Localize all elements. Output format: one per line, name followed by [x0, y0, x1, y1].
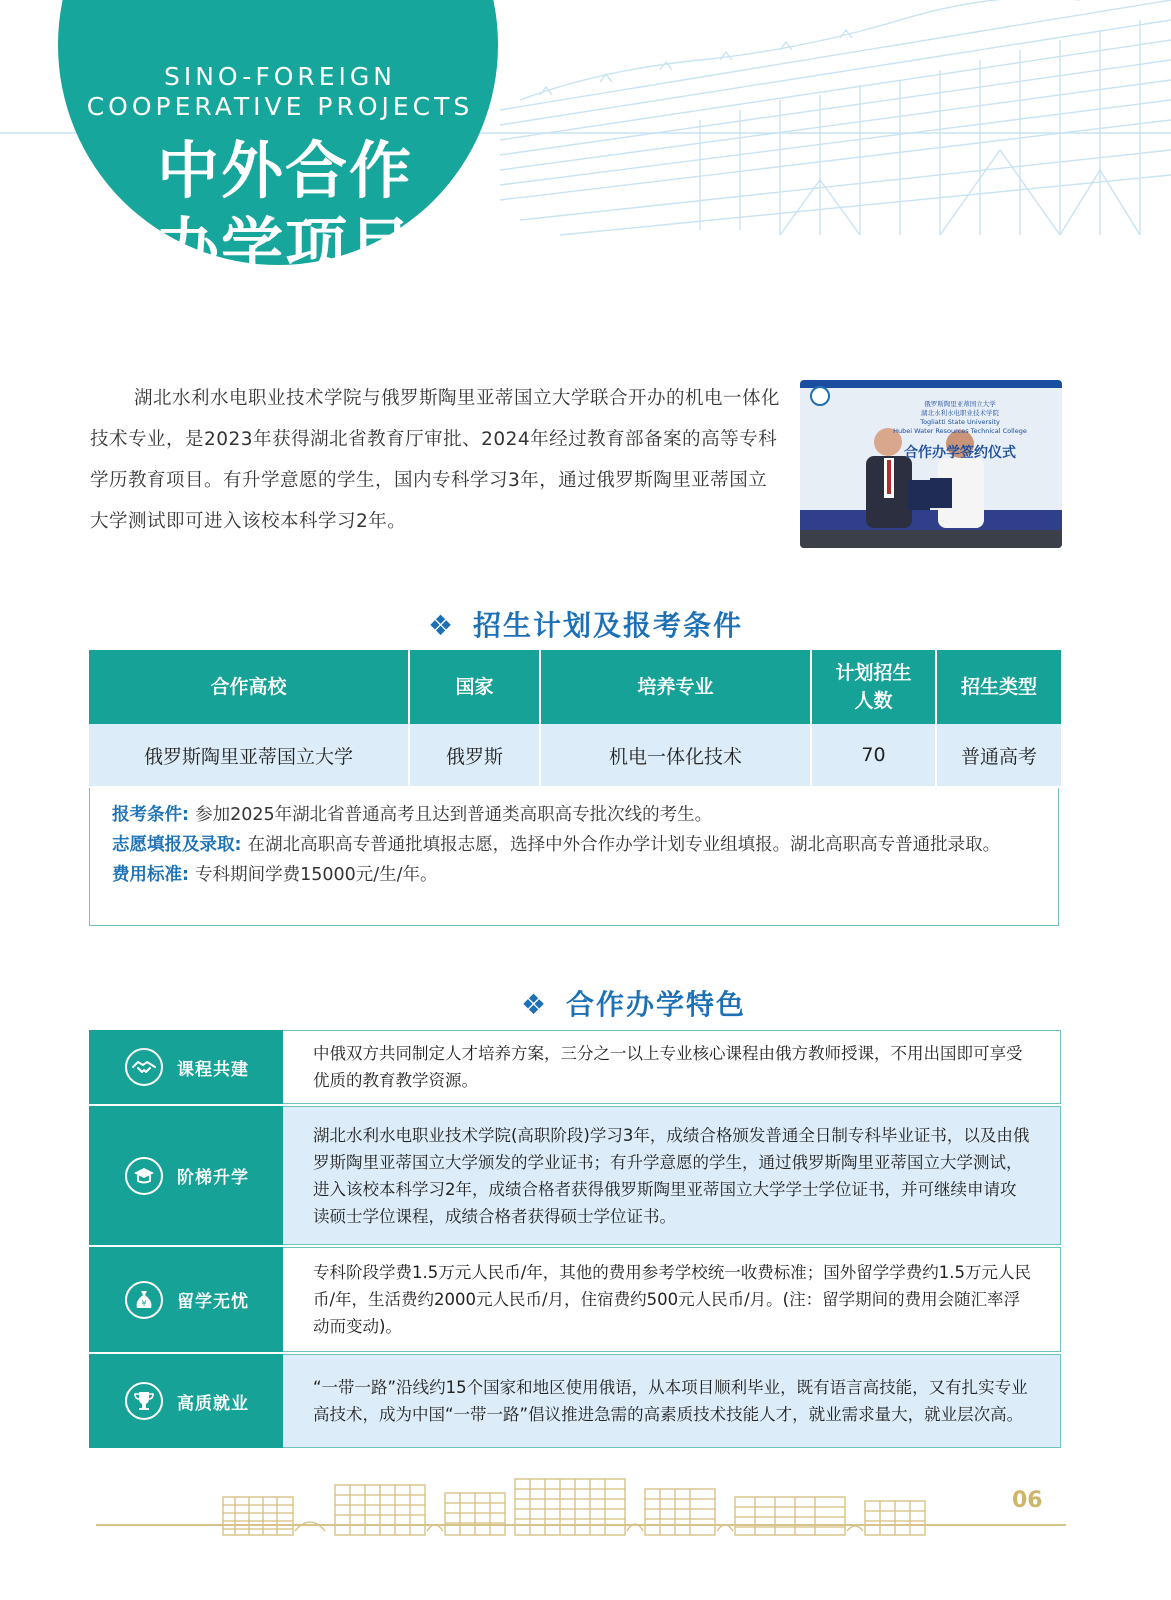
col-header-major: 培养专业 [540, 650, 811, 724]
feature-description: “一带一路”沿线约15个国家和地区使用俄语，从本项目顺利毕业，既有语言高技能，又有扎实专业高技术，成为中国“一带一路”倡议推进急需的高素质技术技能人才，就业需求量大，就业层次高。 [283, 1354, 1061, 1448]
feature-row [89, 1354, 1061, 1450]
graduation-cap-icon [125, 1157, 163, 1195]
diamond-bullet-icon: ❖ [520, 988, 549, 1021]
col-header-country: 国家 [409, 650, 540, 724]
feature-description: 专科阶段学费1.5万元人民币/年，其他的费用参考学校统一收费标准；国外留学学费约1.5万元人民币/年，生活费约2000元人民币/月，住宿费约500元人民币/月。(注：留学期间的费用会随汇率浮动而变动)。 [283, 1247, 1061, 1352]
header-title-zh-line1: 中外合作 [156, 134, 413, 207]
header-title-en-line1: SINO-FOREIGN [163, 62, 396, 91]
features-heading [48, 983, 1171, 1023]
photo-banner-line1: 俄罗斯陶里亚蒂国立大学 [924, 400, 996, 408]
header-title-en-line2: COOPERATIVE PROJECTS [86, 92, 474, 121]
footer-divider [96, 1524, 1066, 1526]
feature-row [89, 1247, 1061, 1354]
feature-row [89, 1030, 1061, 1106]
photo-banner-line3: Togliatti State University [920, 418, 1000, 426]
admissions-table-header [89, 650, 1061, 724]
feature-label-cell [89, 1106, 283, 1245]
feature-label: 阶梯升学 [177, 1168, 249, 1188]
signing-ceremony-photo [800, 380, 1062, 548]
features-heading-text: 合作办学特色 [566, 988, 747, 1021]
condition-row [112, 800, 1036, 830]
col-header-quota [811, 650, 936, 724]
col-header-quota-line2: 人数 [854, 690, 893, 712]
cell-major: 机电一体化技术 [540, 724, 811, 786]
condition-colon: : [182, 805, 196, 825]
condition-row [112, 830, 1036, 860]
diamond-bullet-icon: ❖ [427, 609, 456, 642]
feature-description: 湖北水利水电职业技术学院(高职阶段)学习3年，成绩合格颁发普通全日制专科毕业证书，以及由俄罗斯陶里亚蒂国立大学颁发的学业证书；有升学意愿的学生，通过俄罗斯陶里亚蒂国立大学测试，进入该校本科学习2年，成绩合格者获得俄罗斯陶里亚蒂国立大学学士学位证书，并可继续申请攻读硕士学位课程，成绩合格者获得硕士学位证书。 [283, 1106, 1061, 1245]
condition-row [112, 860, 1036, 890]
admissions-heading-text: 招生计划及报考条件 [473, 609, 744, 642]
footer-campus-line-art [215, 1475, 935, 1537]
admissions-table [89, 650, 1061, 786]
feature-description: 中俄双方共同制定人才培养方案，三分之一以上专业核心课程由俄方教师授课，不用出国即可享受优质的教育教学资源。 [283, 1030, 1061, 1104]
cell-country: 俄罗斯 [409, 724, 540, 786]
features-table [89, 1030, 1061, 1450]
col-header-quota-line1: 计划招生 [835, 662, 912, 684]
page-number: 06 [1012, 1488, 1043, 1513]
photo-banner-line4: Hubei Water Resources Technical College [893, 427, 1027, 435]
feature-label: 留学无忧 [177, 1292, 249, 1312]
admission-conditions-box [89, 788, 1059, 926]
photo-banner-title: 合作办学签约仪式 [904, 445, 1016, 461]
table-row [89, 724, 1061, 786]
col-header-type: 招生类型 [936, 650, 1061, 724]
admissions-heading [0, 604, 1171, 644]
feature-label-cell [89, 1354, 283, 1448]
condition-text: 参加2025年湖北省普通高考且达到普通类高职高专批次线的考生。 [195, 805, 713, 825]
condition-text: 在湖北高职高专普通批填报志愿，选择中外合作办学计划专业组填报。湖北高职高专普通批录取。 [247, 835, 1001, 855]
intro-paragraph: 湖北水利水电职业技术学院与俄罗斯陶里亚蒂国立大学联合开办的机电一体化技术专业，是2023年获得湖北省教育厅审批、2024年经过教育部备案的高等专科学历教育项目。有升学意愿的学生，国内专科学习3年，通过俄罗斯陶里亚蒂国立大学测试即可进入该校本科学习2年。 [90, 388, 781, 532]
money-bag-icon [125, 1281, 163, 1319]
condition-text: 专科期间学费15000元/生/年。 [195, 865, 438, 885]
feature-row [89, 1106, 1061, 1247]
cell-quota: 70 [811, 724, 936, 786]
col-header-university: 合作高校 [89, 650, 409, 724]
handshake-icon [125, 1048, 163, 1086]
condition-colon: : [234, 835, 248, 855]
feature-label-cell [89, 1247, 283, 1352]
feature-label-cell [89, 1030, 283, 1104]
condition-label: 志愿填报及录取 [112, 835, 235, 855]
feature-label: 课程共建 [177, 1059, 249, 1080]
cell-university: 俄罗斯陶里亚蒂国立大学 [89, 724, 409, 786]
feature-label: 高质就业 [177, 1393, 249, 1414]
svg-text:¥: ¥ [141, 1298, 147, 1308]
cell-type: 普通高考 [936, 724, 1061, 786]
trophy-icon [125, 1382, 163, 1420]
photo-banner-line2: 湖北水利水电职业技术学院 [921, 409, 999, 417]
condition-label: 费用标准 [112, 865, 182, 885]
condition-label: 报考条件 [112, 805, 182, 825]
condition-colon: : [182, 865, 196, 885]
header-title-zh-line2: 办学项目 [156, 210, 413, 283]
